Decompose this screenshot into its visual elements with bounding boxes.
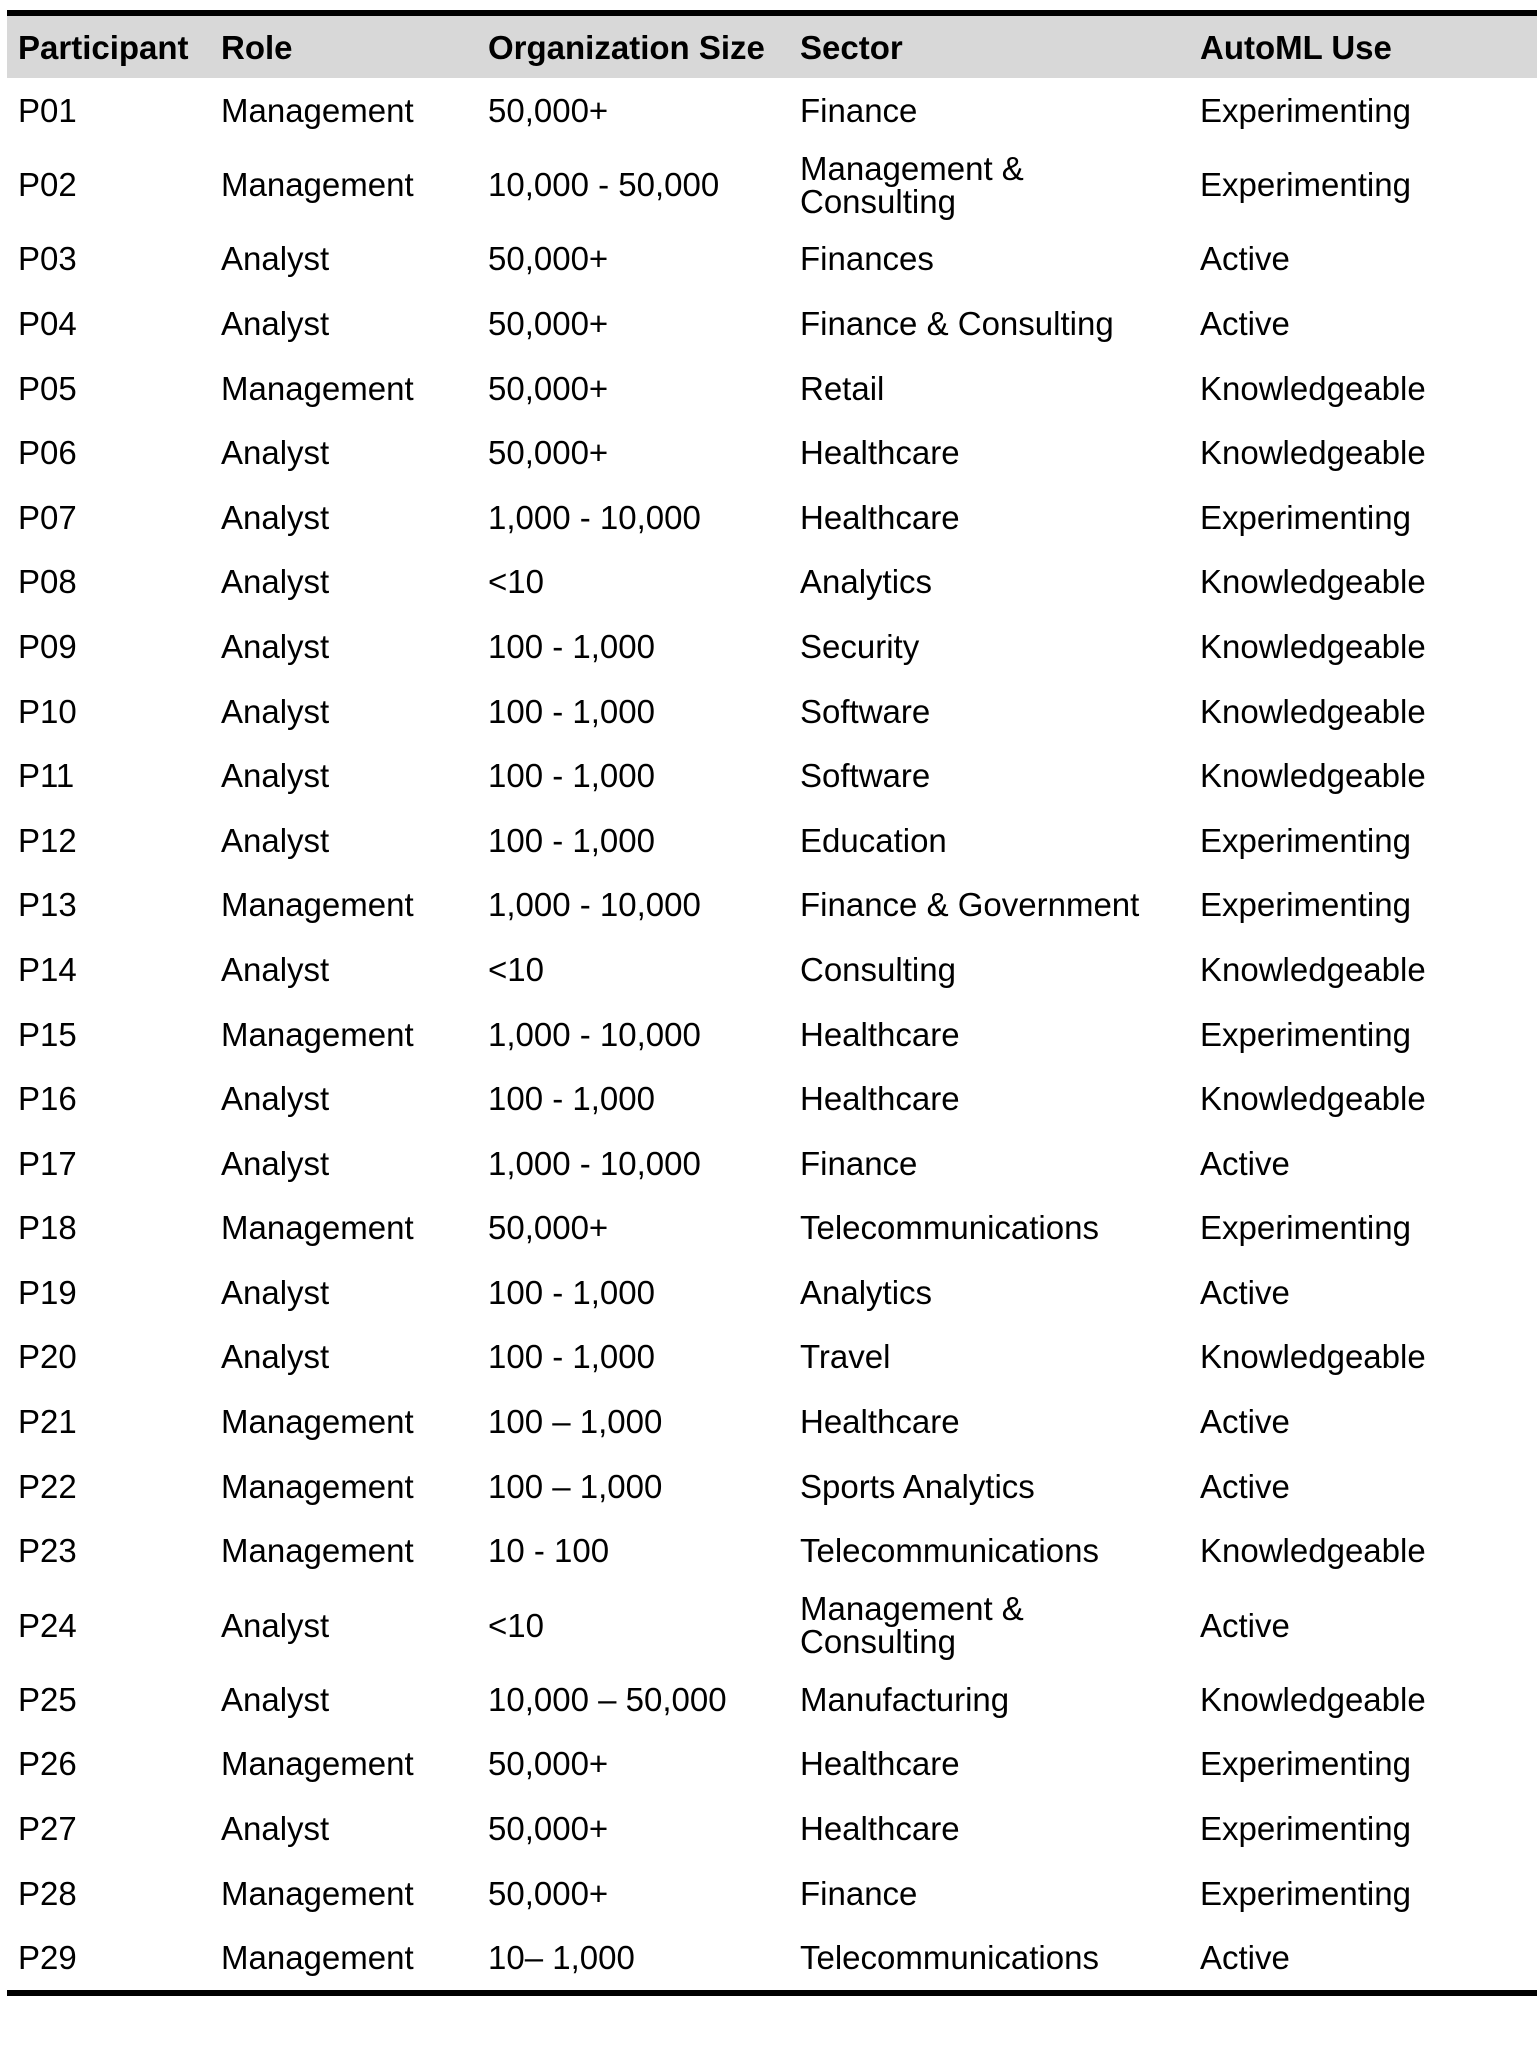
cell-organization-size: 100 - 1,000 bbox=[488, 627, 655, 665]
table-row bbox=[7, 1861, 1537, 1926]
table-row bbox=[7, 143, 1537, 227]
header-role: Role bbox=[221, 28, 293, 66]
cell-role: Management bbox=[221, 91, 414, 129]
cell-automl-use: Active bbox=[1200, 1939, 1290, 1977]
table-row bbox=[7, 1131, 1537, 1196]
table-row bbox=[7, 808, 1537, 873]
table-row bbox=[7, 614, 1537, 679]
cell-organization-size: 100 – 1,000 bbox=[488, 1403, 663, 1441]
header-sector: Sector bbox=[800, 28, 903, 66]
cell-participant: P18 bbox=[18, 1209, 77, 1247]
cell-participant: P02 bbox=[18, 166, 77, 204]
cell-participant: P28 bbox=[18, 1874, 77, 1912]
cell-organization-size: 50,000+ bbox=[488, 434, 609, 472]
cell-automl-use: Experimenting bbox=[1200, 166, 1411, 204]
cell-automl-use: Experimenting bbox=[1200, 91, 1411, 129]
cell-sector: Finance & Government bbox=[800, 886, 1140, 924]
cell-sector: Analytics bbox=[800, 1273, 933, 1311]
cell-role: Management bbox=[221, 1939, 414, 1977]
cell-role: Management bbox=[221, 1745, 414, 1783]
cell-automl-use: Experimenting bbox=[1200, 1015, 1411, 1053]
table-row bbox=[7, 1518, 1537, 1583]
table-row bbox=[7, 679, 1537, 744]
cell-participant: P20 bbox=[18, 1338, 77, 1376]
table-row bbox=[7, 1325, 1537, 1390]
cell-organization-size: 10,000 – 50,000 bbox=[488, 1680, 727, 1718]
header-participant: Participant bbox=[18, 28, 189, 66]
cell-organization-size: 1,000 - 10,000 bbox=[488, 1015, 701, 1053]
cell-sector: Finance bbox=[800, 1874, 918, 1912]
cell-role: Management bbox=[221, 886, 414, 924]
table-row bbox=[7, 1925, 1537, 1990]
cell-role: Analyst bbox=[221, 1338, 330, 1376]
cell-organization-size: 10 - 100 bbox=[488, 1532, 610, 1570]
cell-participant: P21 bbox=[18, 1403, 77, 1441]
table-row bbox=[7, 1389, 1537, 1454]
cell-organization-size: 50,000+ bbox=[488, 240, 609, 278]
cell-role: Analyst bbox=[221, 1080, 330, 1118]
table-row bbox=[7, 743, 1537, 808]
cell-role: Analyst bbox=[221, 627, 330, 665]
cell-participant: P29 bbox=[18, 1939, 77, 1977]
cell-sector: Finances bbox=[800, 240, 934, 278]
cell-automl-use: Knowledgeable bbox=[1200, 1080, 1426, 1118]
cell-participant: P14 bbox=[18, 950, 77, 988]
cell-organization-size: 100 - 1,000 bbox=[488, 821, 655, 859]
cell-participant: P08 bbox=[18, 563, 77, 601]
cell-participant: P05 bbox=[18, 369, 77, 407]
cell-sector: Travel bbox=[800, 1338, 891, 1376]
cell-sector: Management & Consulting bbox=[800, 1590, 1024, 1661]
cell-automl-use: Knowledgeable bbox=[1200, 692, 1426, 730]
cell-organization-size: 1,000 - 10,000 bbox=[488, 1144, 701, 1182]
cell-sector: Sports Analytics bbox=[800, 1467, 1035, 1505]
cell-organization-size: 100 - 1,000 bbox=[488, 692, 655, 730]
cell-automl-use: Knowledgeable bbox=[1200, 1338, 1426, 1376]
cell-sector: Healthcare bbox=[800, 1810, 960, 1848]
cell-participant: P19 bbox=[18, 1273, 77, 1311]
cell-sector: Education bbox=[800, 821, 947, 859]
cell-participant: P10 bbox=[18, 692, 77, 730]
cell-organization-size: 50,000+ bbox=[488, 1209, 609, 1247]
cell-sector: Finance bbox=[800, 1144, 918, 1182]
cell-sector: Manufacturing bbox=[800, 1680, 1010, 1718]
cell-role: Management bbox=[221, 1532, 414, 1570]
cell-participant: P13 bbox=[18, 886, 77, 924]
cell-automl-use: Active bbox=[1200, 1403, 1290, 1441]
cell-participant: P16 bbox=[18, 1080, 77, 1118]
cell-organization-size: 50,000+ bbox=[488, 1874, 609, 1912]
cell-participant: P06 bbox=[18, 434, 77, 472]
table-row bbox=[7, 1196, 1537, 1261]
cell-automl-use: Experimenting bbox=[1200, 821, 1411, 859]
cell-automl-use: Knowledgeable bbox=[1200, 950, 1426, 988]
cell-organization-size: 1,000 - 10,000 bbox=[488, 886, 701, 924]
table-row bbox=[7, 1583, 1537, 1667]
cell-participant: P25 bbox=[18, 1680, 77, 1718]
cell-role: Analyst bbox=[221, 821, 330, 859]
cell-sector: Retail bbox=[800, 369, 885, 407]
cell-sector: Telecommunications bbox=[800, 1939, 1099, 1977]
cell-sector: Consulting bbox=[800, 950, 956, 988]
cell-participant: P23 bbox=[18, 1532, 77, 1570]
cell-participant: P24 bbox=[18, 1606, 77, 1644]
cell-participant: P07 bbox=[18, 498, 77, 536]
cell-participant: P11 bbox=[18, 757, 75, 795]
cell-role: Management bbox=[221, 166, 414, 204]
cell-automl-use: Experimenting bbox=[1200, 1745, 1411, 1783]
table-body bbox=[7, 78, 1537, 1990]
cell-participant: P27 bbox=[18, 1810, 77, 1848]
table-row bbox=[7, 873, 1537, 938]
table-row bbox=[7, 420, 1537, 485]
table-row bbox=[7, 1454, 1537, 1519]
cell-sector: Healthcare bbox=[800, 1403, 960, 1441]
table-row bbox=[7, 1260, 1537, 1325]
cell-sector: Finance & Consulting bbox=[800, 304, 1114, 342]
cell-automl-use: Knowledgeable bbox=[1200, 757, 1426, 795]
cell-organization-size: 50,000+ bbox=[488, 1810, 609, 1848]
cell-organization-size: 50,000+ bbox=[488, 369, 609, 407]
cell-role: Analyst bbox=[221, 240, 330, 278]
cell-role: Management bbox=[221, 1015, 414, 1053]
participants-table bbox=[7, 16, 1537, 1990]
table-row bbox=[7, 1066, 1537, 1131]
cell-role: Analyst bbox=[221, 757, 330, 795]
cell-automl-use: Experimenting bbox=[1200, 498, 1411, 536]
table-row bbox=[7, 356, 1537, 421]
cell-organization-size: 100 - 1,000 bbox=[488, 1080, 655, 1118]
cell-role: Management bbox=[221, 1874, 414, 1912]
cell-sector: Healthcare bbox=[800, 1745, 960, 1783]
cell-sector: Analytics bbox=[800, 563, 933, 601]
cell-automl-use: Knowledgeable bbox=[1200, 1680, 1426, 1718]
cell-automl-use: Experimenting bbox=[1200, 1209, 1411, 1247]
cell-automl-use: Experimenting bbox=[1200, 1874, 1411, 1912]
cell-organization-size: <10 bbox=[488, 1606, 544, 1644]
table-row bbox=[7, 227, 1537, 292]
cell-organization-size: 100 - 1,000 bbox=[488, 1273, 655, 1311]
table-row bbox=[7, 550, 1537, 615]
header-automl-use: AutoML Use bbox=[1200, 28, 1392, 66]
cell-participant: P22 bbox=[18, 1467, 77, 1505]
cell-organization-size: <10 bbox=[488, 563, 544, 601]
cell-sector: Healthcare bbox=[800, 1015, 960, 1053]
cell-organization-size: <10 bbox=[488, 950, 544, 988]
cell-organization-size: 1,000 - 10,000 bbox=[488, 498, 701, 536]
cell-sector: Healthcare bbox=[800, 1080, 960, 1118]
table-row bbox=[7, 78, 1537, 143]
table-row bbox=[7, 485, 1537, 550]
cell-role: Analyst bbox=[221, 498, 330, 536]
cell-role: Analyst bbox=[221, 304, 330, 342]
cell-automl-use: Knowledgeable bbox=[1200, 434, 1426, 472]
cell-role: Analyst bbox=[221, 1273, 330, 1311]
cell-automl-use: Active bbox=[1200, 1273, 1290, 1311]
table-row bbox=[7, 291, 1537, 356]
cell-automl-use: Active bbox=[1200, 240, 1290, 278]
cell-automl-use: Active bbox=[1200, 1467, 1290, 1505]
cell-participant: P03 bbox=[18, 240, 77, 278]
cell-organization-size: 100 – 1,000 bbox=[488, 1467, 663, 1505]
cell-automl-use: Knowledgeable bbox=[1200, 1532, 1426, 1570]
cell-participant: P04 bbox=[18, 304, 77, 342]
cell-role: Analyst bbox=[221, 1680, 330, 1718]
participants-table-container bbox=[7, 10, 1537, 1996]
cell-sector: Software bbox=[800, 757, 931, 795]
cell-automl-use: Active bbox=[1200, 1606, 1290, 1644]
cell-sector: Software bbox=[800, 692, 931, 730]
table-row bbox=[7, 1002, 1537, 1067]
cell-automl-use: Active bbox=[1200, 1144, 1290, 1182]
cell-participant: P17 bbox=[18, 1144, 77, 1182]
cell-participant: P09 bbox=[18, 627, 77, 665]
cell-sector: Healthcare bbox=[800, 498, 960, 536]
cell-organization-size: 10,000 - 50,000 bbox=[488, 166, 720, 204]
cell-role: Analyst bbox=[221, 1144, 330, 1182]
cell-organization-size: 100 - 1,000 bbox=[488, 757, 655, 795]
cell-automl-use: Experimenting bbox=[1200, 886, 1411, 924]
cell-automl-use: Knowledgeable bbox=[1200, 563, 1426, 601]
cell-automl-use: Experimenting bbox=[1200, 1810, 1411, 1848]
cell-organization-size: 50,000+ bbox=[488, 1745, 609, 1783]
table-row bbox=[7, 1667, 1537, 1732]
cell-role: Management bbox=[221, 1403, 414, 1441]
cell-sector: Telecommunications bbox=[800, 1209, 1099, 1247]
cell-organization-size: 100 - 1,000 bbox=[488, 1338, 655, 1376]
table-row bbox=[7, 1732, 1537, 1797]
cell-role: Analyst bbox=[221, 950, 330, 988]
cell-role: Analyst bbox=[221, 563, 330, 601]
cell-sector: Finance bbox=[800, 91, 918, 129]
table-row bbox=[7, 1796, 1537, 1861]
cell-role: Management bbox=[221, 369, 414, 407]
cell-organization-size: 10– 1,000 bbox=[488, 1939, 635, 1977]
cell-role: Management bbox=[221, 1467, 414, 1505]
cell-role: Analyst bbox=[221, 1606, 330, 1644]
cell-participant: P26 bbox=[18, 1745, 77, 1783]
cell-participant: P12 bbox=[18, 821, 77, 859]
cell-automl-use: Knowledgeable bbox=[1200, 369, 1426, 407]
cell-participant: P15 bbox=[18, 1015, 77, 1053]
cell-role: Analyst bbox=[221, 434, 330, 472]
cell-sector: Healthcare bbox=[800, 434, 960, 472]
cell-automl-use: Knowledgeable bbox=[1200, 627, 1426, 665]
cell-sector: Telecommunications bbox=[800, 1532, 1099, 1570]
cell-organization-size: 50,000+ bbox=[488, 304, 609, 342]
cell-participant: P01 bbox=[18, 91, 77, 129]
header-organization-size: Organization Size bbox=[488, 28, 765, 66]
cell-role: Analyst bbox=[221, 1810, 330, 1848]
cell-sector: Management & Consulting bbox=[800, 149, 1024, 220]
header-row bbox=[7, 16, 1537, 78]
table-row bbox=[7, 937, 1537, 1002]
cell-organization-size: 50,000+ bbox=[488, 91, 609, 129]
cell-role: Analyst bbox=[221, 692, 330, 730]
cell-sector: Security bbox=[800, 627, 920, 665]
cell-automl-use: Active bbox=[1200, 304, 1290, 342]
cell-role: Management bbox=[221, 1209, 414, 1247]
table-header bbox=[7, 16, 1537, 78]
